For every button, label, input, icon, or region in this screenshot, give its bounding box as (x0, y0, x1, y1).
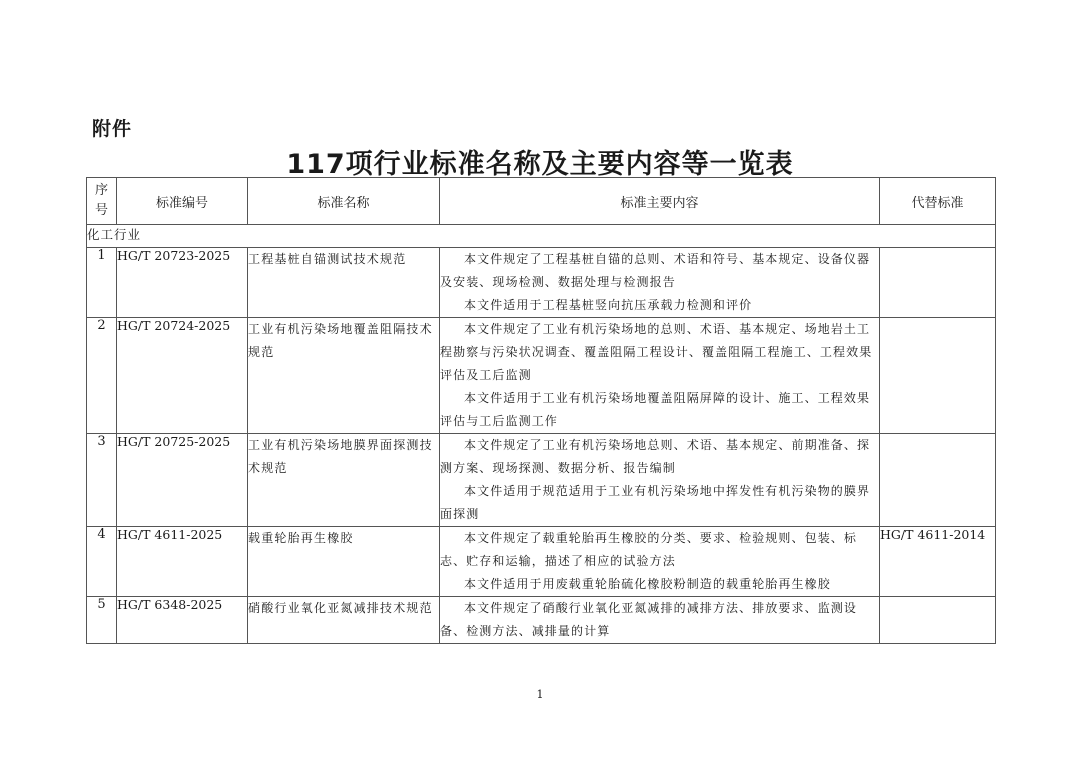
row-content (440, 527, 880, 597)
header-code: 标准编号 (117, 178, 248, 225)
table-header-row (87, 178, 996, 225)
row-name: 载重轮胎再生橡胶 (248, 527, 440, 597)
header-name: 标准名称 (248, 178, 440, 225)
page-title: 117项行业标准名称及主要内容等一览表 (286, 149, 794, 180)
row-content (440, 434, 880, 527)
row-code: HG/T 20725-2025 (117, 434, 248, 527)
row-name: 工程基桩自锚测试技术规范 (248, 248, 440, 318)
row-code: HG/T 6348-2025 (117, 597, 248, 644)
row-content-para: 本文件规定了硝酸行业氧化亚氮减排的减排方法、排放要求、监测设备、检测方法、减排量的计算 (440, 601, 858, 638)
table-row (87, 318, 996, 434)
row-replaced (880, 318, 996, 434)
row-no: 4 (87, 527, 117, 597)
header-no-line1: 序 (94, 183, 108, 198)
header-replaced: 代替标准 (880, 178, 996, 225)
header-no-line2: 号 (94, 203, 108, 218)
table-row (87, 434, 996, 527)
standards-table (86, 177, 996, 644)
row-no: 3 (87, 434, 117, 527)
table-row (87, 248, 996, 318)
row-content-para: 本文件适用于工程基桩竖向抗压承载力检测和评价 (464, 298, 753, 312)
row-no: 2 (87, 318, 117, 434)
row-code: HG/T 4611-2025 (117, 527, 248, 597)
row-no: 5 (87, 597, 117, 644)
header-content: 标准主要内容 (440, 178, 880, 225)
row-replaced (880, 248, 996, 318)
row-content-para: 本文件适用于规范适用于工业有机污染场地中挥发性有机污染物的膜界面探测 (440, 484, 871, 521)
attachment-label: 附件 (92, 118, 133, 140)
row-name: 工业有机污染场地膜界面探测技术规范 (248, 434, 440, 527)
row-content-para: 本文件规定了工业有机污染场地的总则、术语、基本规定、场地岩土工程勘察与污染状况调查、覆盖阻隔工程设计、覆盖阻隔工程施工、工程效果评估及工后监测 (440, 322, 873, 382)
row-name: 硝酸行业氧化亚氮减排技术规范 (248, 597, 440, 644)
row-content (440, 318, 880, 434)
category-label: 化工行业 (87, 225, 996, 248)
header-no (87, 178, 117, 225)
table-row (87, 597, 996, 644)
row-content-para: 本文件适用于工业有机污染场地覆盖阻隔屏障的设计、施工、工程效果评估与工后监测工作 (440, 391, 871, 428)
table-row (87, 527, 996, 597)
category-row (87, 225, 996, 248)
row-code: HG/T 20724-2025 (117, 318, 248, 434)
row-content (440, 248, 880, 318)
row-content-para: 本文件规定了工业有机污染场地总则、术语、基本规定、前期准备、探测方案、现场探测、数据分析、报告编制 (440, 438, 871, 475)
row-content-para: 本文件规定了工程基桩自锚的总则、术语和符号、基本规定、设备仪器及安装、现场检测、数据处理与检测报告 (440, 252, 871, 289)
row-replaced: HG/T 4611-2014 (880, 527, 996, 597)
row-content-para: 本文件规定了载重轮胎再生橡胶的分类、要求、检验规则、包装、标志、贮存和运输，描述了相应的试验方法 (440, 531, 858, 568)
page-number: 1 (536, 688, 544, 701)
row-content (440, 597, 880, 644)
row-replaced (880, 597, 996, 644)
row-name: 工业有机污染场地覆盖阻隔技术规范 (248, 318, 440, 434)
row-replaced (880, 434, 996, 527)
row-no: 1 (87, 248, 117, 318)
row-code: HG/T 20723-2025 (117, 248, 248, 318)
row-content-para: 本文件适用于用废载重轮胎硫化橡胶粉制造的载重轮胎再生橡胶 (464, 577, 831, 591)
